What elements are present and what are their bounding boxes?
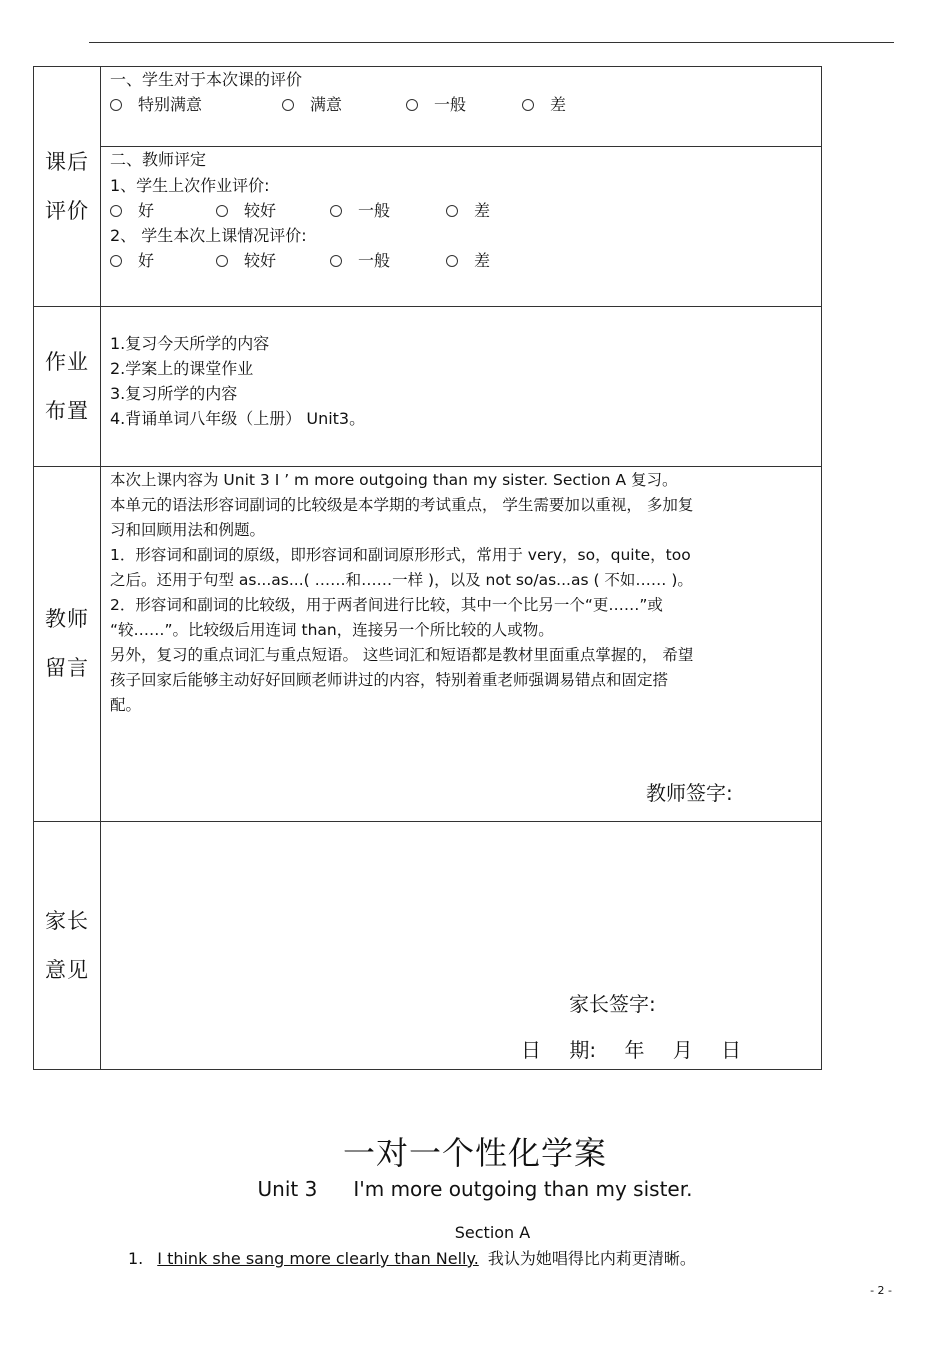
option-poor[interactable]: 差 <box>446 248 490 273</box>
radio-circle-icon <box>110 99 122 111</box>
unit-label: Unit 3 <box>257 1177 318 1201</box>
option-very-satisfied[interactable]: 特别满意 <box>110 92 282 117</box>
class-performance-options <box>110 248 821 273</box>
homework-item: 3.复习所学的内容 <box>110 384 238 403</box>
radio-circle-icon <box>330 255 342 267</box>
radio-circle-icon <box>330 205 342 217</box>
label-parent-opinion: 家长 意见 <box>34 822 101 1070</box>
chinese-translation: 我认为她唱得比内莉更清晰。 <box>487 1249 696 1268</box>
option-good[interactable]: 好 <box>110 198 216 223</box>
radio-circle-icon <box>406 99 418 111</box>
option-good[interactable]: 好 <box>110 248 216 273</box>
page-number: - 2 - <box>870 1284 892 1297</box>
teacher-evaluation-cell <box>101 147 822 307</box>
message-line: 另外，复习的重点词汇与重点短语。 这些词汇和短语都是教材里面重点掌握的， 希望 <box>110 646 694 664</box>
student-evaluation-options <box>110 92 821 117</box>
radio-circle-icon <box>110 255 122 267</box>
homework-item: 1.复习今天所学的内容 <box>110 334 270 353</box>
message-line: 1．形容词和副词的原级，即形容词和副词原形形式，常用于 very，so，quite，too <box>110 546 691 564</box>
evaluation-table <box>33 66 822 1070</box>
message-line: 本次上课内容为 Unit 3 I ’ m more outgoing than my sister. Section A 复习。 <box>110 471 678 489</box>
message-line: 2．形容词和副词的比较级，用于两者间进行比较，其中一个比另一个“更……”或 <box>110 596 663 614</box>
message-line: 孩子回家后能够主动好好回顾老师讲过的内容，特别着重老师强调易错点和固定搭 <box>110 671 669 689</box>
unit-subtitle <box>0 1177 950 1201</box>
english-sentence: I think she sang more clearly than Nelly. <box>157 1249 479 1268</box>
message-line: 习和回顾用法和例题。 <box>110 521 266 539</box>
radio-circle-icon <box>216 255 228 267</box>
option-poor[interactable]: 差 <box>446 198 490 223</box>
radio-circle-icon <box>216 205 228 217</box>
homework-item: 2.学案上的课堂作业 <box>110 359 254 378</box>
option-average[interactable]: 一般 <box>330 248 446 273</box>
student-evaluation-cell <box>101 67 822 147</box>
header-rule <box>89 42 894 43</box>
message-line: 配。 <box>110 696 142 714</box>
option-poor[interactable]: 差 <box>522 92 566 117</box>
radio-circle-icon <box>282 99 294 111</box>
section-label: Section A <box>454 1223 531 1242</box>
date-line: 日 期: 年 月 日 <box>521 1038 742 1062</box>
radio-circle-icon <box>446 205 458 217</box>
option-average[interactable]: 一般 <box>406 92 522 117</box>
label-homework-assignment: 作业 布置 <box>34 307 101 467</box>
label-teacher-message: 教师 留言 <box>34 467 101 822</box>
unit-title: I'm more outgoing than my sister. <box>353 1177 693 1201</box>
label-after-class-evaluation: 课后 评价 <box>34 67 101 307</box>
message-line: 之后。还用于句型 as...as...( ……和……一样 )，以及 not so/as...as ( 不如…… )。 <box>110 571 693 589</box>
last-homework-question: 1、学生上次作业评价: <box>110 176 270 195</box>
teacher-signature-label: 教师签字: <box>646 781 733 805</box>
message-line: “较……”。比较级后用连词 than，连接另一个所比较的人或物。 <box>110 621 554 639</box>
example-sentence-1 <box>128 1246 696 1269</box>
radio-circle-icon <box>446 255 458 267</box>
homework-item: 4.背诵单词八年级（上册） Unit3。 <box>110 409 366 428</box>
teacher-evaluation-heading: 二、教师评定 <box>110 150 207 169</box>
radio-circle-icon <box>522 99 534 111</box>
message-line: 本单元的语法形容词副词的比较级是本学期的考试重点， 学生需要加以重视， 多加复 <box>110 496 694 514</box>
option-average[interactable]: 一般 <box>330 198 446 223</box>
student-evaluation-heading: 一、学生对于本次课的评价 <box>110 70 303 89</box>
item-number: 1. <box>128 1249 144 1268</box>
homework-cell <box>101 307 822 467</box>
class-performance-question: 2、 学生本次上课情况评价: <box>110 226 307 245</box>
page-title: 一对一个性化学案 <box>342 1134 607 1172</box>
option-satisfied[interactable]: 满意 <box>282 92 406 117</box>
option-fairly-good[interactable]: 较好 <box>216 198 330 223</box>
parent-opinion-cell[interactable] <box>101 822 822 1070</box>
teacher-message-cell <box>101 467 822 822</box>
last-homework-options <box>110 198 821 223</box>
radio-circle-icon <box>110 205 122 217</box>
option-fairly-good[interactable]: 较好 <box>216 248 330 273</box>
parent-signature-label: 家长签字: <box>569 992 656 1016</box>
